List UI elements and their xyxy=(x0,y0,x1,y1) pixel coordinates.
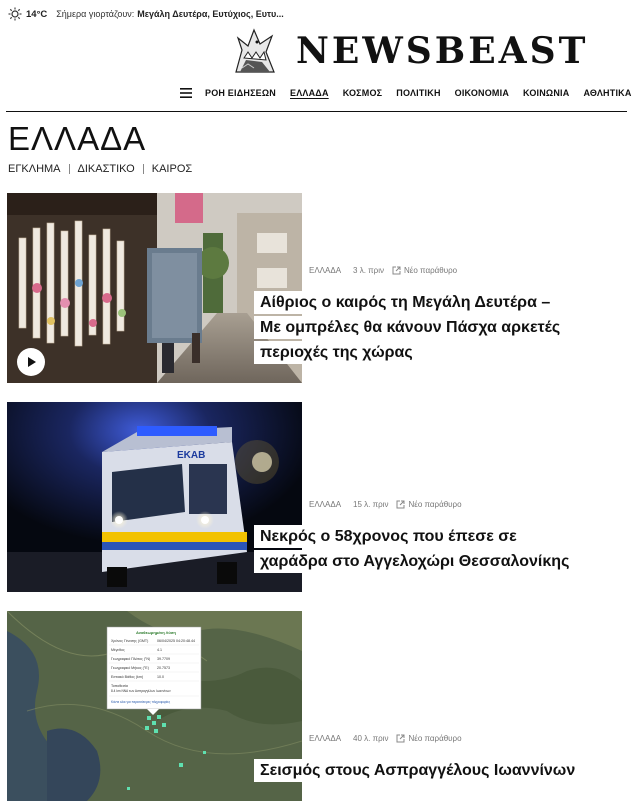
subnav-divider xyxy=(69,164,70,174)
brand-name: NEWSBEAST xyxy=(296,30,589,72)
subnav-crime[interactable]: ΕΓΚΛΗΜΑ xyxy=(8,163,61,175)
popup-value: 10.0 xyxy=(157,675,164,679)
hamburger-icon[interactable] xyxy=(180,88,192,98)
temperature: 14°C xyxy=(26,8,48,20)
subcategory-nav xyxy=(8,163,192,175)
article-time: 3 λ. πριν xyxy=(353,266,385,275)
nameday-label: Σήμερα γιορτάζουν: xyxy=(56,9,135,19)
popup-value: 8.4 km NNA των Ασπραγγέλων Ιωαννίνων xyxy=(111,689,171,693)
popup-label: Μέγεθος xyxy=(111,648,125,652)
popup-label: Τοποθεσία xyxy=(111,684,128,688)
nameday-names[interactable]: Μεγάλη Δευτέρα, Ευτύχιος, Ευτυ... xyxy=(137,9,284,19)
article-meta xyxy=(309,500,462,509)
headline-line: περιοχές της χώρας xyxy=(254,341,419,364)
article-time: 40 λ. πριν xyxy=(353,734,389,743)
nav-item-economy[interactable]: ΟΙΚΟΝΟΜΙΑ xyxy=(454,88,510,98)
popup-label: Γεωγραφικό Μήκος (°E) xyxy=(111,666,149,670)
article-category[interactable]: ΕΛΛΑΔΑ xyxy=(309,266,342,275)
popup-footer-link: Κάντε κλικ για περισσότερες πληροφορίες xyxy=(111,700,171,704)
popup-label: Γεωγραφικό Πλάτος (°N) xyxy=(111,657,151,661)
popup-value: 39.7709 xyxy=(157,657,170,661)
external-link-icon[interactable] xyxy=(392,266,401,275)
subnav-divider xyxy=(143,164,144,174)
article-card xyxy=(7,193,627,383)
nav-item-politics[interactable]: ΠΟΛΙΤΙΚΗ xyxy=(396,88,441,98)
article-meta xyxy=(309,266,457,275)
article-headline[interactable] xyxy=(254,290,566,365)
subnav-judicial[interactable]: ΔΙΚΑΣΤΙΚΟ xyxy=(77,163,135,175)
header-divider xyxy=(6,111,627,112)
nav-item-news-feed[interactable]: ΡΟΗ ΕΙΔΗΣΕΩΝ xyxy=(205,88,276,98)
main-nav xyxy=(180,88,632,98)
top-bar xyxy=(8,6,284,22)
sun-icon xyxy=(8,7,22,21)
new-window-link[interactable]: Νέο παράθυρο xyxy=(408,734,462,743)
article-category[interactable]: ΕΛΛΑΔΑ xyxy=(309,500,342,509)
site-logo[interactable] xyxy=(232,28,588,74)
article-time: 15 λ. πριν xyxy=(353,500,389,509)
nav-item-sports[interactable]: ΑΘΛΗΤΙΚΑ xyxy=(583,88,632,98)
headline-line: Νεκρός ο 58χρονος που έπεσε σε xyxy=(254,525,523,548)
ambulance-label: ΕΚΑΒ xyxy=(177,450,206,461)
play-icon xyxy=(25,356,37,368)
headline-line: Σεισμός στους Ασπραγγέλους Ιωαννίνων xyxy=(254,759,581,782)
nav-item-world[interactable]: ΚΟΣΜΟΣ xyxy=(342,88,383,98)
popup-title: Αναθεωρημένη Λύση xyxy=(136,630,176,635)
article-headline[interactable] xyxy=(254,758,581,783)
article-card xyxy=(7,611,627,801)
popup-value: 06/04/2025 04:20:48.44 xyxy=(157,639,195,643)
shark-logo-icon xyxy=(232,28,278,74)
nav-item-greece[interactable]: ΕΛΛΑΔΑ xyxy=(290,88,329,98)
popup-value: 20.7573 xyxy=(157,666,170,670)
subnav-weather[interactable]: ΚΑΙΡΟΣ xyxy=(151,163,193,175)
popup-label: Εστιακό Βάθος (km) xyxy=(111,675,144,679)
play-video-button[interactable] xyxy=(17,348,45,376)
new-window-link[interactable]: Νέο παράθυρο xyxy=(404,266,458,275)
nav-item-society[interactable]: ΚΟΙΝΩΝΙΑ xyxy=(523,88,570,98)
headline-line: χαράδρα στο Αγγελοχώρι Θεσσαλονίκης xyxy=(254,550,575,573)
article-meta xyxy=(309,734,462,743)
article-category[interactable]: ΕΛΛΑΔΑ xyxy=(309,734,342,743)
page-title: ΕΛΛΑΔΑ xyxy=(8,120,147,157)
article-headline[interactable] xyxy=(254,524,575,574)
popup-label: Χρόνος Γένεσης (GMT) xyxy=(111,639,149,643)
external-link-icon[interactable] xyxy=(396,734,405,743)
headline-line: Αίθριος ο καιρός τη Μεγάλη Δευτέρα – xyxy=(254,291,556,314)
headline-line: Με ομπρέλες θα κάνουν Πάσχα αρκετές xyxy=(254,316,566,339)
external-link-icon[interactable] xyxy=(396,500,405,509)
article-card xyxy=(7,402,627,592)
new-window-link[interactable]: Νέο παράθυρο xyxy=(408,500,462,509)
popup-value: 4.1 xyxy=(157,648,162,652)
